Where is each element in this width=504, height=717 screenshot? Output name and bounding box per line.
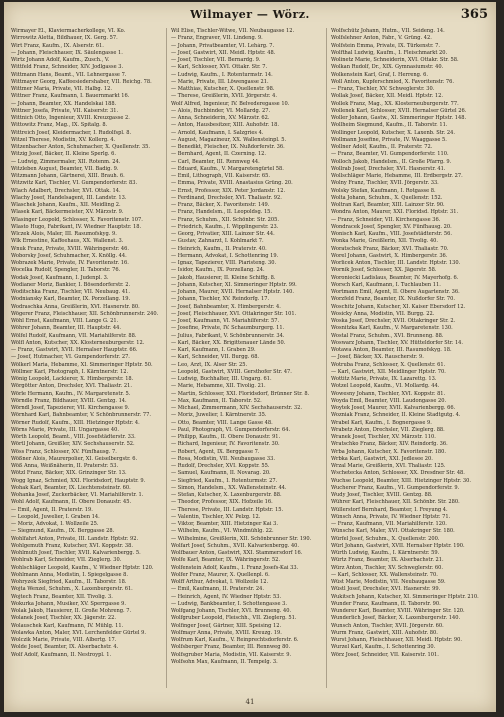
directory-entry: Wölfl Anton, Kutscher, XX. Klosterneuburgerstr. 12. xyxy=(11,339,145,346)
directory-entry: Wolloch Jakob, Handelsm., II. Große Pfarrg. 9. xyxy=(331,158,452,165)
directory-entry: Wünsche Karl, Maler, XVI. Ottakringer Str. 180. xyxy=(331,528,455,535)
directory-entry: Wohanka Josef, Zuckerbäcker, VI. Mariahilferstr. 1. xyxy=(11,492,144,498)
directory-entry: Wollek Franz, Mag., XX. Klosterneuburgerstr. 77. xyxy=(331,100,459,107)
directory-entry: — Martin, Schlosser, XXI. Floridsdorf, Brünner Str. 8. xyxy=(171,390,310,397)
directory-entry: — Franz, Schuhm., XII. Schönbr. Str. 205. xyxy=(171,216,280,223)
page-title: Wilmayer — Wörz. xyxy=(190,8,310,21)
directory-entry: — Julius, Fabrikant, V. Schönbrunnerstr. 34. xyxy=(171,332,285,339)
directory-entry: Wotruba Franz, Schlosser, X. Quellenstr. 61. xyxy=(331,361,446,368)
directory-entry: — Emil, Kaufmann, II. Praterstr. 24. xyxy=(171,586,264,593)
directory-entry: Wüst Marie, Modistin, VII. Neubaugasse 59. xyxy=(331,579,446,585)
directory-entry: Wohl Adolf, Kaufmann, II. Obere Donaustr. 45. xyxy=(11,499,132,506)
directory-entry: Wolanek Josef, Tischler, XX. Jägerstr. 22. xyxy=(11,615,116,622)
directory-entry: — Alois, Buchbinder, VI. Mollardg. 27. xyxy=(171,107,271,114)
directory-entry: Wucherer Franz, Kaufm., VI. Gumpendorferstr. 9. xyxy=(331,484,460,491)
directory-entry: — Simon, Handelsm., XX. Wallensteinstr. 44. xyxy=(171,484,287,491)
directory-entry: — Ludwig, Buchhalter, III. Ungarg. 61. xyxy=(171,376,272,382)
directory-entry: Wüllerstorf Bernhard, Beamter, I. Freyung 4. xyxy=(331,506,448,513)
directory-entry: Wirt Franz, Kaufm., IX. Alserstr. 61. xyxy=(11,42,104,49)
directory-entry: — Franz, Kaufmann, VII. Mariahilferstr. 120. xyxy=(331,521,447,527)
directory-entry: Wil Elise, Tischler-Witwe, VII. Neubaugasse 12. xyxy=(171,28,295,34)
directory-entry: Woditschka Franz, Tischler, VII. Neubaug. 41. xyxy=(11,289,130,295)
directory-entry: Wortmann Emil, Agent, II. Obere Augartenstr. 36. xyxy=(331,289,460,295)
directory-entry: — Johann, Kutscher, XI. Simmeringer Hptstr. 99. xyxy=(171,281,297,288)
directory-entry: Wurm Franz, Gastwirt, XIII. Auhofstr. 80. xyxy=(331,629,438,636)
directory-entry: Wowesny Johann, Tischler, XVI. Koppstr. 81. xyxy=(331,390,446,397)
directory-entry: — Therese, Private, III. Landstr. Hptstr. 15. xyxy=(171,506,284,513)
directory-entry: Wolawka Anton, Maler, XVI. Lerchenfelder Gürtel 9. xyxy=(11,629,146,636)
directory-entry: — Leopold, Juwelier, I. Graben 14. xyxy=(11,513,100,520)
directory-entry: Wolfenstein Adolf, Kaufm., I. Franz Josefs-Kai 33. xyxy=(171,564,299,571)
directory-entry: Wotawa Anton, Beamter, III. Rasumofskyg. 18. xyxy=(331,347,452,353)
directory-entry: Woska Josef, Drechsler, XVII. Ottakringer Str. 2. xyxy=(331,318,456,324)
directory-entry: — Anna, Schneiderin, XV. Märzstr. 62. xyxy=(171,115,270,121)
directory-entry: Wojta Wenzel, Schuhm., X. Laxenburgerstr. 61. xyxy=(11,586,133,593)
directory-entry: Wolf Alfred, Ingenieur, IV. Belvederegasse 10. xyxy=(171,100,290,107)
directory-entry: — Ludwig, Zimmermaler, XII. Rotenm. 24. xyxy=(11,158,121,165)
directory-entry: Woll Anton, Kupferschmied, X. Favoritenstr. 76. xyxy=(331,78,455,85)
directory-entry: Wolfsohn Max, Kaufmann, II. Tempelg. 3. xyxy=(171,658,278,665)
directory-entry: — Josefine, Private, IV. Schaumburgerg. 11. xyxy=(171,325,285,332)
directory-entry: — Karl, Schlosser, XVI. Ottakr. Str. 7. xyxy=(171,64,268,71)
directory-entry: — Friedrich, Kaufm., I. Wipplingerstr. 23. xyxy=(171,223,279,230)
directory-entry: Wönig Leopold, Lackierer, X. Himbergerstr. 18. xyxy=(11,376,134,382)
directory-entry: Wschetecka Anton, Schlosser, XX. Dresdner Str. 48. xyxy=(331,470,465,477)
directory-entry: — Rudolf, Drechsler, XVI. Koppstr. 55. xyxy=(171,463,270,469)
directory-entry: Wornik Josef, Schlosser, XX. Jägerstr. 58. xyxy=(331,267,437,274)
directory-entry: Wohryzek Siegfried, Kaufm., II. Taborstr. 18. xyxy=(11,579,127,585)
directory-entry: Wlachy Josef, Handelsagent, III. Landstr. 13. xyxy=(11,194,127,201)
directory-entry: Wohak Karl, Beamter, IX. Liechtensteinstr. 60. xyxy=(11,484,131,491)
directory-entry: Wolfstein Emma, Private, IX. Türkenstr. 7. xyxy=(331,42,441,49)
directory-entry: Wodak Josef, Kaufmann, I. Judenpl. 3. xyxy=(11,274,109,281)
directory-entry: Wittfeld Franz, Schneider, XIV. Jodlgasse 3. xyxy=(11,64,124,71)
directory-entry: — Therese, Greißlerin, XVII. Jörgerstr. 4. xyxy=(171,93,277,100)
directory-entry: Worsch Karl, Kaufmann, I. Tuchlauben 11. xyxy=(331,281,441,288)
directory-entry: Wudy Josef, Tischler, XVIII. Gentzg. 88. xyxy=(331,492,433,498)
running-header xyxy=(4,8,496,24)
directory-entry: — Heinrich, Agent, IV. Wiedner Hptstr. 53. xyxy=(171,593,282,600)
directory-entry: Wonka Marie, Greißlerin, XII. Tivolig. 40. xyxy=(331,238,439,245)
directory-entry: — Emma, Private, XVIII. Anastasius Grüng. 20. xyxy=(171,180,293,187)
directory-entry: Wrabetz Anton, Drechsler, VII. Zieglerg. 88. xyxy=(331,426,445,433)
column-left xyxy=(11,28,162,688)
directory-entry: Wittmann Hans, Beamt., VII. Lehnergasse 7. xyxy=(11,71,127,78)
directory-entry: Wolfthal Ludwig, Kaufm., I. Fleischmarkt 20. xyxy=(331,49,448,56)
directory-entry: Wolfer Franz, Maurer, X. Quellenpl. 6. xyxy=(171,571,270,578)
directory-entry: — Stefan, Kutscher, X. Laxenburgerstr. 88. xyxy=(171,492,282,498)
directory-entry: Wurzel Karl, Kaufm., I. Schottenring 30. xyxy=(331,644,436,651)
directory-entry: Wünsch Anna, Private, IV. Wiedner Hptstr. 71. xyxy=(331,513,451,520)
directory-entry: Wozniak Franz, Schneider, II. Kleine Stadtgutg. 4. xyxy=(331,412,461,419)
directory-entry: Wolfe Karl, Beamter, IX. Währingerstr. 52. xyxy=(171,557,280,564)
directory-entry: — Johann, Maurer, XVII. Hernalser Hptstr. 140. xyxy=(171,289,294,295)
directory-entry: — Ernst, Professor, XIX. Peter Jordanstr. 12. xyxy=(171,187,286,194)
directory-entry: Würfel Josef, Schuhm., X. Quellenstr. 200. xyxy=(331,535,440,542)
directory-entry: — Karl, Bäcker, XX. Brigittenauer Lände 50. xyxy=(171,339,286,346)
directory-entry: Wonisch Karl, Kaufm., VIII. Josefstädterstr. 56. xyxy=(331,231,452,237)
directory-entry: Wolkan Rudolf, Dr., XIX. Gymnasiumstr. 40. xyxy=(331,64,444,71)
directory-entry: Wrba Johann, Kutscher, X. Favoritenstr. 180. xyxy=(331,448,447,455)
directory-entry: — Valentin, Tischler, XV. Pelzg. 12. xyxy=(171,513,261,520)
directory-entry: — Josef, Gastwirt, XII. Meidl. Hptstr. 48. xyxy=(171,49,276,56)
directory-entry: Wolinetz Marie, Schneiderin, XVI. Ottakr. Str. 58. xyxy=(331,57,459,63)
directory-entry: Wolfschütz Johann, Hutm., VII. Seideng. 14. xyxy=(331,28,445,34)
directory-entry: Würtz Franz, Beamter, IX. Alserbachstr. 21. xyxy=(331,557,444,564)
directory-entry: Wolfrum Karl, Kaufm., V. Reinprechtsdorferstr. 6. xyxy=(171,637,299,643)
directory-entry: Woschitz Johann, Kutscher, XI. Kaiser Ebersdorf 12. xyxy=(331,303,466,310)
directory-entry: Wlk Ernestine, Kaffeehaus, XX. Wallenst. 3. xyxy=(11,238,124,245)
directory-entry: Würth Ludwig, Kaufm., I. Kärntnerstr. 59. xyxy=(331,550,440,556)
directory-entry: Wlasto Hugo, Fabrikant, IV. Wiedner Hauptstr. 18. xyxy=(11,223,142,230)
directory-entry: Wogg Ignaz, Schmied, XXI. Floridsdorf, Hauptstr. 9. xyxy=(11,477,146,484)
directory-entry: — Josef, Kaufmann, VI. Mariahilferstr. 57. xyxy=(171,318,280,324)
directory-entry: Wolfmayr Anna, Private, XVIII. Kreuzg. 19. xyxy=(171,629,282,636)
directory-entry: Wührer Karl, Fleischhauer, XII. Schönbr. Str. 280. xyxy=(331,499,460,506)
directory-entry: — Rosa, Modistin, VII. Neubaugasse 33. xyxy=(171,455,276,462)
directory-entry: Wohlfahrt Anton, Private, III. Landstr. Hptstr. 92. xyxy=(11,535,139,542)
directory-entry: — Johann, Fleischhauer, IX. Säulengasse 1. xyxy=(11,49,123,56)
directory-entry: Wodraschka Anna, Greißlerin, XVI. Hasnerstr. 80. xyxy=(11,303,140,310)
directory-entry: Wohlschläger Leopold, Kaufm., V. Wiedner Hptstr. 120. xyxy=(11,564,154,571)
directory-entry: Wunder Franz, Kaufmann, II. Taborstr. 90. xyxy=(331,600,441,607)
directory-entry: — Isidor, Kaufm., IX. Porzellang. 24. xyxy=(171,267,265,274)
directory-entry: Witzig Josef, Bäcker, II. Kleine Sperlg. 6. xyxy=(11,151,116,158)
directory-entry: — Moriz, Advokat, I. Wollzeile 25. xyxy=(11,521,99,527)
directory-entry: Wirtz Johann Adolf, Kaufm., Zusch., V. xyxy=(11,57,110,63)
directory-entry: Würz Anton, Tischler, XV. Schweglerstr. 60. xyxy=(331,564,444,571)
directory-entry: Wlasek Karl, Bäckermeister, XV. Märzstr. 9. xyxy=(11,209,124,216)
directory-entry: Wörtl Johann, Greißler, XIV. Sechshauserstr. 52. xyxy=(11,441,135,448)
directory-entry: Wollinger Leopold, Kutscher, X. Laxenb. Str. 24. xyxy=(331,129,455,136)
directory-entry: Wörndl Josef, Tapezierer, VII. Kirchengasse 9. xyxy=(11,405,130,411)
directory-entry: — Samuel, Kaufmann, II. Novarag. 20. xyxy=(171,470,271,477)
directory-entry: Wokurka Johann, Musiker, XV. Sperrgasse 9. xyxy=(11,600,126,607)
directory-entry: Wunderlich Josef, Bäcker, X. Laxenburgerstr. 140. xyxy=(331,615,461,622)
directory-entry: Wrabel Karl, Kaufm., I. Bognergasse 9. xyxy=(331,419,432,426)
directory-entry: Wocelka Rudolf, Spengler, II. Taborstr. 76. xyxy=(11,267,121,274)
directory-entry: Wrbka Karl, Gastwirt, XXI. Jedlesee 20. xyxy=(331,455,433,462)
directory-entry: — Moriz, Juwelier, I. Kärntnerstr. 35. xyxy=(171,412,267,419)
directory-entry: Wodniansky Karl, Beamter, IX. Porzellang. 19. xyxy=(11,296,131,303)
directory-entry: Wohlmann Anna, Modistin, I. Spiegelgasse 8. xyxy=(11,571,128,578)
directory-entry: — Franz, Schneider, VII. Kirchengasse 36. xyxy=(331,216,441,223)
directory-entry: Wlach Adalbert, Drechsler, XVI. Ottak. 14. xyxy=(11,187,121,194)
directory-entry: Wondracek Josef, Spengler, XV. Fünfhausg. 20. xyxy=(331,223,452,230)
directory-entry: Wolfgang Johann, Tischler, XVI. Brunneng. 40. xyxy=(171,608,292,614)
column-middle xyxy=(171,28,322,688)
directory-entry: Wörth Leopold, Beamt., VIII. Josefstädterstr. 33. xyxy=(11,434,136,440)
directory-entry: Wlczek Alois, Maler, III. Rasumofskyg. 9. xyxy=(11,231,117,237)
directory-entry: Wolczik Marie, Private, VIII. Albertg. 17. xyxy=(11,637,117,643)
directory-entry: Wittmayer Georg, Kaffeesiedershaber, VII. Reichg. 78. xyxy=(11,78,152,85)
directory-entry: Wlasinger Leopold, Schlosser, X. Favoritenstr. 107. xyxy=(11,216,143,223)
directory-entry: — Viktor, Beamter, XIII. Hietzinger Kai 3. xyxy=(171,521,278,527)
directory-entry: Worzfeld Franz, Beamter, IX. Nußdorfer Str. 70. xyxy=(331,296,455,303)
column-right xyxy=(331,28,482,688)
directory-entry: — Josef, Fleischhauer, XVI. Ottakringer Str. 101. xyxy=(171,310,297,317)
directory-entry: Wittowitz Franz, Mag., IX. Spitalg. 8. xyxy=(11,122,108,129)
directory-entry: Wolfslehner Anton, Fabr., V. Grüng. 42. xyxy=(331,35,432,42)
directory-entry: — Gustav, Zahnarzt, I. Kohlmarkt 7. xyxy=(171,238,264,245)
directory-entry: — Franz, Handelsm., II. Leopoldsg. 15. xyxy=(171,209,273,216)
directory-entry: — Josef, Bäcker, XX. Rauscherstr. 9. xyxy=(331,354,424,361)
directory-entry: Wölfel Rudolf, Kaufmann, VII. Mariahilferstr. 88. xyxy=(11,332,137,339)
page-number: 365 xyxy=(460,7,488,22)
directory-entry: Wolfbauer Anton, Gastwirt, XXI. Stammersdorf 16. xyxy=(171,550,303,556)
directory-entry: Wnuk Franz, Private, XVIII. Währingerstr. 46. xyxy=(11,245,130,252)
directory-entry: — Carl, Beamter, III. Rennweg 44. xyxy=(171,158,260,165)
directory-entry: — August, Magazineur, XX. Wallensteinpl. 5. xyxy=(171,136,287,143)
directory-entry: Wittmer Maria, Private, VII. Halbg. 12. xyxy=(11,86,112,92)
directory-entry: — Siegmund, Kaufm., IX. Berggasse 28. xyxy=(11,528,115,535)
directory-entry: Wöllmer Karl, Photograph, I. Kärntnerstr. 12. xyxy=(11,368,129,375)
directory-entry: Wuchse Leopold, Beamter, XIII. Hietzinger Hptstr. 30. xyxy=(331,477,471,484)
directory-entry: — Ludwig, Bankbeamter, I. Schottengasse 3. xyxy=(171,600,287,607)
directory-entry: Wollak Josef, Bäcker, XII. Meidl. Hptstr. 12. xyxy=(331,93,443,100)
directory-entry: — Wilhelm, Kaufm., VI. Windmühlg. 22. xyxy=(171,528,274,535)
directory-entry: — Anton, Hausbesitzer, XIII. Auhofstr. 18. xyxy=(171,122,280,129)
directory-entry: — Franz, Gastwirt, XVII. Hernalser Hauptstr. 66. xyxy=(11,347,138,353)
directory-entry: — Karl, Schlosser, XX. Wallensteinstr. 70. xyxy=(331,571,438,578)
directory-entry: — Richard, Ingenieur, IV. Favoritenstr. 30. xyxy=(171,441,280,448)
directory-entry: Wirmayer El., Klaviermacherkollege, VI. Ko. xyxy=(11,28,126,34)
directory-entry: Wolak Jakob, Hausierer, II. Große Mohreng. 7. xyxy=(11,608,132,614)
directory-entry: — Ferdinand, Drechsler, XVI. Thaliastr. 92. xyxy=(171,194,282,201)
directory-entry: Wolny Franz, Tischler, XVII. Jörgerstr. 33. xyxy=(331,180,439,187)
directory-entry: Wobrazek Marie, Private, IV. Favoritenstr. 16. xyxy=(11,260,129,266)
directory-entry: Wurst Johann, Fleischhauer, XII. Meidl. Hptstr. 90. xyxy=(331,637,463,643)
directory-entry: Wögerer Franz, Fleischhauer, XII. Schönbrunnerstr. 240. xyxy=(11,310,159,317)
directory-entry: Wittner Franz, Kaufmann, I. Bauernmarkt 16. xyxy=(11,93,130,100)
directory-entry: Wöhrer Johann, Beamter, III. Hauptstr. 44. xyxy=(11,325,121,332)
footer-signature-mark: 41 xyxy=(245,698,255,706)
directory-entry: Wolkenstein Karl, Graf, I. Herreng. 6. xyxy=(331,71,429,78)
directory-entry: — Paul, Photograph, VI. Gumpendorferstr. 64. xyxy=(171,426,291,433)
directory-entry: Wöhl Ernst, Kaufmann, VIII. Lange G. 21. xyxy=(11,318,119,324)
directory-entry: Worel Johann, Gastwirt, X. Himbergerstr. 36. xyxy=(331,252,448,259)
directory-entry: — Ludwig, Kaufm., I. Rotenturmstr. 14. xyxy=(171,71,273,78)
directory-entry: Wörz Josef, Schneider, VII. Kaiserstr. 101. xyxy=(331,651,439,658)
directory-entry: — Theodor, Professor, XIX. Hofzeile 16. xyxy=(171,499,273,506)
directory-entry: — Johann, Privatbeamter, VI. Lehárg. 7. xyxy=(171,42,275,49)
directory-entry: Wolfsberger Franz, Beamter, III. Rennweg 80. xyxy=(171,644,291,651)
directory-entry: Wodianer Moriz, Bankier, I. Bösendorferstr. 2. xyxy=(11,281,131,288)
directory-entry: Witzmann Johann, Gärtnerei, XIII. Brauh. 6. xyxy=(11,173,125,179)
directory-entry: — Matthias, Kutscher, X. Quellenstr. 98. xyxy=(171,86,275,92)
directory-entry: Wohlgemuth Franz, Kutscher, XVI. Koppstr. 38. xyxy=(11,542,133,549)
directory-entry: Wörns Marie, Private, III. Ungargasse 40. xyxy=(11,426,120,433)
directory-entry: Wolf Adolf, Kaufmann, II. Nestroypl. 1. xyxy=(11,651,112,658)
directory-entry: Wukitsch Johann, Kutscher, XI. Simmeringer Hptstr. 210. xyxy=(331,593,479,600)
directory-entry: Wosnitzka Karl, Kaufm., V. Margaretenstr. 130. xyxy=(331,325,453,332)
directory-entry: Wolff Arthur, Advokat, I. Wollzeile 12. xyxy=(171,579,269,585)
directory-entry: — Josef, Tischler, VII. Bernardg. 9. xyxy=(171,57,261,63)
directory-entry: — Heinrich, Kaufm., II. Praterstr. 40. xyxy=(171,245,267,252)
directory-entry: — Bernhard, Agent, II. Czerning. 12. xyxy=(171,151,267,158)
directory-entry: Wöss Franz, Schlosser, XV. Fünfhausg. 7. xyxy=(11,448,117,455)
directory-entry: — Hermann, Advokat, I. Schottenring 19. xyxy=(171,252,279,259)
directory-entry: Wollner Adolf, Kaufm., II. Praterstr. 72. xyxy=(331,144,433,150)
directory-entry: Woytek Josef, Maurer, XVII. Kalvarienbergg. 66. xyxy=(331,405,456,411)
directory-entry: — Leopold, Gastwirt, XVIII. Gersthofer Str. 47. xyxy=(171,368,292,375)
directory-entry: — Siegfried, Kaufm., I. Rotenturmstr. 27. xyxy=(171,477,278,484)
directory-entry: — Philipp, Kaufm., II. Obere Donaustr. 91. xyxy=(171,434,281,440)
directory-entry: Wosicky Anna, Modistin, VII. Burgg. 22. xyxy=(331,310,435,317)
directory-entry: Wöß Anna, Weißnäherin, II. Praterstr. 53. xyxy=(11,463,119,469)
directory-entry: — Franz, Engraver, VII. Lindeng. 9. xyxy=(171,35,263,42)
directory-entry: Woyda Emil, Beamter, VIII. Laudongasse 20. xyxy=(331,397,447,404)
directory-entry: Witzenbacher Anton, Schuhmacher, X. Quellenstr. 35. xyxy=(11,144,150,150)
directory-entry: Wörndle Franz, Bildhauer, XVIII. Gentzg. 14. xyxy=(11,397,127,404)
directory-entry: Wößner Alois, Maurerpolier, XI. Geiselbergstr. 6. xyxy=(11,455,138,462)
directory-entry: Wörner Rudolf, Kaufm., XIII. Hietzinger Hptstr. 4. xyxy=(11,419,140,426)
directory-entry: Woltran Karl, Beamter, XIII. Lainzer Str. 90. xyxy=(331,202,445,208)
directory-entry: Wollrab Josef, Drechsler, XVI. Hasnerstr. 41. xyxy=(331,165,446,172)
directory-entry: Wittner Josefa, Private, VII. Kaiserstr. 31. xyxy=(11,107,119,114)
directory-entry: Wunsch Anton, Tischler, XVII. Jörgerstr. 60. xyxy=(331,622,444,629)
directory-entry: Wostal Franz, Schuhm., XVI. Brunneng. 88. xyxy=(331,332,444,339)
directory-entry: Wunderer Karl, Beamter, XVIII. Währinger Str. 120. xyxy=(331,608,465,614)
directory-entry: Wotzel Leopold, Kaufm., VI. Mollardg. 44. xyxy=(331,383,440,390)
directory-entry: Wondra Anton, Maurer, XXI. Floridsd. Hptstr. 31. xyxy=(331,209,459,216)
directory-entry: Worlicek Anton, Tischler, III. Landstr. Hptstr. 130. xyxy=(331,260,461,266)
directory-entry: Wojtech Franz, Beamter, XII. Tivolig. 3. xyxy=(11,593,113,600)
directory-entry: — Karl, Schneider, VII. Burgg. 68. xyxy=(171,354,260,361)
directory-entry: Wörnhard Karl, Bahnbeamter, V. Schönbrunnerstr. 77. xyxy=(11,412,151,419)
directory-entry: — Eduard, Kaufm., V. Margaretengürtel 58. xyxy=(171,165,284,172)
directory-entry: Witzel Therese, Modistin, XV. Kollerg. 4. xyxy=(11,136,116,143)
directory-entry: — Johann, Beamter, XX. Handelskai 188. xyxy=(11,100,117,107)
directory-entry: — Josef, Hutmacher, VI. Gumpendorferstr. 27. xyxy=(11,354,130,361)
directory-entry: Woratschek Franz, Bäcker, XVI. Thaliastr. 70. xyxy=(331,245,449,252)
directory-entry: Wirrowitz Aletta, Bildhauer, IX. Gerg. 57. xyxy=(11,35,118,42)
directory-entry: Würl Johann, Gastwirt, XVII. Hernalser Hptstr. 190. xyxy=(331,542,465,549)
directory-entry: — Karl, Gastwirt, XII. Meidlinger Hptstr. 70. xyxy=(331,368,446,375)
directory-entry: — Max, Kaufmann, II. Taborstr. 52. xyxy=(171,397,262,404)
directory-entry: — Karl, Kaufmann, I. Graben 29. xyxy=(171,347,256,353)
directory-entry: — Franz, Bäcker, X. Favoritenstr. 149. xyxy=(171,202,270,208)
directory-entry: Wolde Josef, Beamter, IX. Alserbachstr. 4. xyxy=(11,644,119,651)
directory-entry: Woswarz Johann, Tischler, XV. Hütteldorfer Str. 14. xyxy=(331,339,464,346)
directory-entry: — Johann, Tischler, XV. Reindorfg. 17. xyxy=(171,296,270,303)
directory-entry: Wüstl Josef, Drechsler, XVI. Hasnerstr. 99. xyxy=(331,586,441,593)
directory-entry: Wollenek Karl, Schlosser, XVII. Hernalser Gürtel 26. xyxy=(331,107,467,114)
directory-entry: Wittreich Josef, Kleidermacher, I. Rudolfspl. 8. xyxy=(11,129,132,136)
directory-entry: — Franz, Beamter, VI. Gumpendorferstr. 110. xyxy=(331,151,449,158)
directory-entry: Wölkerl Maria, Hebamme, XI. Simmeringer Hptstr. 50. xyxy=(11,361,153,368)
directory-entry: — Leo, Arzt, IX. Alser Str. 25. xyxy=(171,361,248,368)
directory-entry: Wörle Hermann, Kaufm., IV. Margaretenstr. 5. xyxy=(11,390,131,397)
column-divider xyxy=(166,28,167,688)
directory-entry: Witzwitz Karl, Tischler, VI. Gumpendorferstr. 83. xyxy=(11,180,138,187)
directory-entry: Wottitz Marie, Private, IX. Lazarettg. 13. xyxy=(331,376,437,382)
directory-entry: Woroniecki Ladislaus, Beamter, IV. Mayerhofg. 6. xyxy=(331,274,459,281)
directory-entry: Wittnich Otto, Ingenieur, XVIII. Kreuzgasse 2. xyxy=(11,115,130,121)
directory-entry: Wolfsgruber Maria, Modistin, VII. Kaiserstr. 9. xyxy=(171,651,292,658)
directory-entry: — Michael, Zimmermann, XIV. Sechshauserstr. 32. xyxy=(171,405,303,411)
directory-entry: Wratschko Franz, Bäcker, XIV. Reindorfg. 36. xyxy=(331,441,448,448)
directory-entry: Wolfinger Josef, Gärtner, XIII. Speising 12. xyxy=(171,622,282,629)
directory-entry: Wolauschek Karl, Kaufmann, IV. Mühlg. 11. xyxy=(11,622,124,629)
directory-entry: — Franz, Tischler, XV. Schweglerstr. 30. xyxy=(331,86,435,92)
directory-entry: Wrzal Marie, Greißlerin, XVI. Thaliastr. 125. xyxy=(331,463,446,469)
directory-entry: Woborsky Josef, Schuhmacher, X. Knöllg. 44. xyxy=(11,252,127,259)
directory-page xyxy=(4,2,496,712)
directory-entry: Wolsky Stefan, Kaufmann, I. Rotgasse 8. xyxy=(331,187,436,194)
directory-entry: — Otto, Beamter, VIII. Lange Gasse 48. xyxy=(171,419,273,426)
directory-entry: Wollmann Josefine, Private, IV. Waaggasse 5. xyxy=(331,136,447,143)
directory-entry: Wolfgruber Leopold, Fleischh., VII. Zieglerg. 51. xyxy=(171,615,297,622)
directory-entry: Wolta Johann, Schuhm., X. Quellenstr. 152. xyxy=(331,194,443,201)
directory-entry: — Ignaz, Tapezierer, VIII. Piaristeng. 30. xyxy=(171,260,277,266)
directory-entry: Woller Johann, Gastw., XI. Simmeringer Hptstr. 148. xyxy=(331,115,467,121)
directory-entry: — Marie, Private, III. Löwengasse 21. xyxy=(171,78,269,85)
directory-entry: Wohlmuth Josef, Tischler, XVII. Kalvarienbergg. 5. xyxy=(11,550,141,556)
directory-entry: Wolfart Josef, Schuhm., XVII. Kalvarienbergg. 40. xyxy=(171,542,300,549)
directory-entry: — Emil, Agent, II. Praterstr. 19. xyxy=(11,506,93,513)
directory-entry: Wötzl Franz, Bäcker, XIX. Grinzinger Str. 13. xyxy=(11,470,127,477)
directory-entry: Wohlrab Karl, Schneider, VII. Zieglerg. 30. xyxy=(11,557,122,564)
directory-entry: — Jakob, Hausierer, II. Kleine Schiffg. 8. xyxy=(171,274,276,281)
directory-entry: — Wilhelmine, Greißlerin, XII. Schönbrunner Str. 190. xyxy=(171,535,312,542)
directory-entry: — Emil, Lithograph, VII. Kaiserstr. 65. xyxy=(171,173,271,179)
directory-entry: — Josef, Bahnbeamter, X. Himbergerstr. 4. xyxy=(171,303,281,310)
directory-entry: Wlaschek Johann, Kaufm., XII. Meidling 2. xyxy=(11,202,121,208)
directory-entry: — Marie, Hebamme, XII. Tivolig. 21. xyxy=(171,383,266,390)
directory-entry: — Georg, Privatier, XIII. Lainzer Str. 44. xyxy=(171,231,275,237)
directory-entry: Wörgötter Anton, Drechsler, XVI. Thaliastr. 21. xyxy=(11,383,132,390)
directory-entry: Wollschläger Marie, Hebamme, III. Erdbergstr. 27. xyxy=(331,173,463,179)
column-divider xyxy=(326,28,327,688)
directory-entry: — Benedikt, Fleischer, IX. Nußdorferstr. 36. xyxy=(171,144,285,150)
directory-entry: — Robert, Agent, IX. Berggasse 7. xyxy=(171,448,260,455)
directory-entry: — Arnold, Kaufmann, I. Salzgries 4. xyxy=(171,129,264,136)
directory-entry: Wranek Josef, Tischler, XV. Märzstr. 110. xyxy=(331,434,436,440)
directory-entry: Wollheim Siegmund, Kaufm., II. Taborstr. 11. xyxy=(331,122,448,129)
directory-entry: Witzleben August, Beamter, VII. Badig. 9. xyxy=(11,165,119,172)
